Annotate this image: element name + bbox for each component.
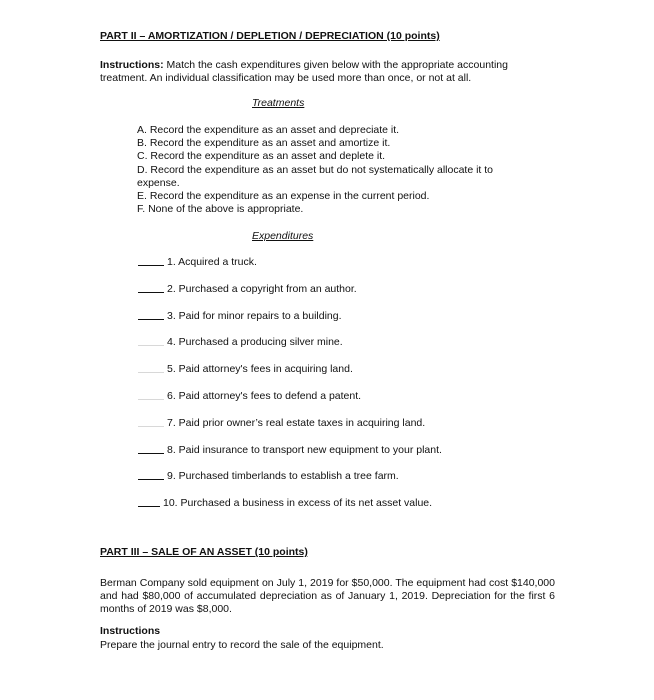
expenditure-row — [138, 256, 558, 283]
expenditure-text: 10. Purchased a business in excess of its net asset value. — [163, 497, 433, 510]
expenditure-row — [138, 470, 558, 497]
answer-blank[interactable] — [138, 497, 160, 507]
expenditure-text: 6. Paid attorney's fees to defend a patent. — [167, 389, 362, 402]
expenditure-text: 9. Purchased timberlands to establish a tree farm. — [167, 470, 399, 483]
expenditure-row — [138, 283, 558, 310]
part3-instructions-text: Prepare the journal entry to record the sale of the equipment. — [100, 639, 384, 651]
answer-blank[interactable] — [138, 256, 164, 266]
expenditure-text: 3. Paid for minor repairs to a building. — [167, 309, 342, 322]
expenditure-text: 5. Paid attorney's fees in acquiring land. — [167, 363, 353, 376]
treatment-item: E. Record the expenditure as an expense in the current period. — [137, 190, 430, 203]
expenditure-row — [138, 310, 558, 337]
treatment-item: D. Record the expenditure as an asset but do not systematically allocate it to expense. — [137, 163, 494, 189]
part3-problem-text: Berman Company sold equipment on July 1, 2019 for $50,000. The equipment had cost $140,000 and had $80,000 of accumulated depreciation as of January 1, 2019. Depreciation for the first 6 months of 2019 was $8,000. — [100, 577, 555, 615]
answer-blank[interactable] — [138, 283, 164, 293]
answer-blank[interactable] — [138, 363, 164, 373]
expenditure-row — [138, 363, 558, 390]
answer-blank[interactable] — [138, 417, 164, 427]
answer-blank[interactable] — [138, 444, 164, 454]
treatments-heading: Treatments — [252, 97, 305, 109]
expenditure-row — [138, 497, 558, 524]
expenditure-text: 1. Acquired a truck. — [167, 256, 257, 268]
expenditure-text: 2. Purchased a copyright from an author. — [167, 282, 357, 295]
expenditure-row — [138, 390, 558, 417]
expenditure-text: 7. Paid prior owner’s real estate taxes in acquiring land. — [167, 416, 426, 429]
answer-blank[interactable] — [138, 470, 164, 480]
part3-title: PART III – SALE OF AN ASSET (10 points) — [100, 546, 308, 558]
answer-blank[interactable] — [138, 390, 164, 400]
treatment-item: C. Record the expenditure as an asset and deplete it. — [137, 150, 386, 163]
instructions-label: Instructions: — [100, 59, 164, 71]
treatment-item: F. None of the above is appropriate. — [137, 203, 304, 216]
treatments-list — [137, 124, 537, 216]
treatment-item: B. Record the expenditure as an asset and amortize it. — [137, 137, 391, 150]
part2-title: PART II – AMORTIZATION / DEPLETION / DEPRECIATION (10 points) — [100, 30, 440, 42]
expenditure-row — [138, 336, 558, 363]
part2-instructions — [100, 59, 555, 85]
expenditure-text: 8. Paid insurance to transport new equipment to your plant. — [167, 443, 442, 456]
treatment-item: A. Record the expenditure as an asset and depreciate it. — [137, 124, 400, 136]
expenditure-text: 4. Purchased a producing silver mine. — [167, 336, 343, 349]
expenditure-row — [138, 417, 558, 444]
answer-blank[interactable] — [138, 336, 164, 346]
expenditure-row — [138, 444, 558, 471]
expenditures-list — [138, 256, 558, 524]
expenditures-heading: Expenditures — [252, 230, 314, 242]
instructions-text: Match the cash expenditures given below with the appropriate accounting treatment. An individual classification may be used more than once, or not at all. — [100, 59, 508, 84]
answer-blank[interactable] — [138, 310, 164, 320]
part3-instructions-heading: Instructions — [100, 625, 161, 637]
